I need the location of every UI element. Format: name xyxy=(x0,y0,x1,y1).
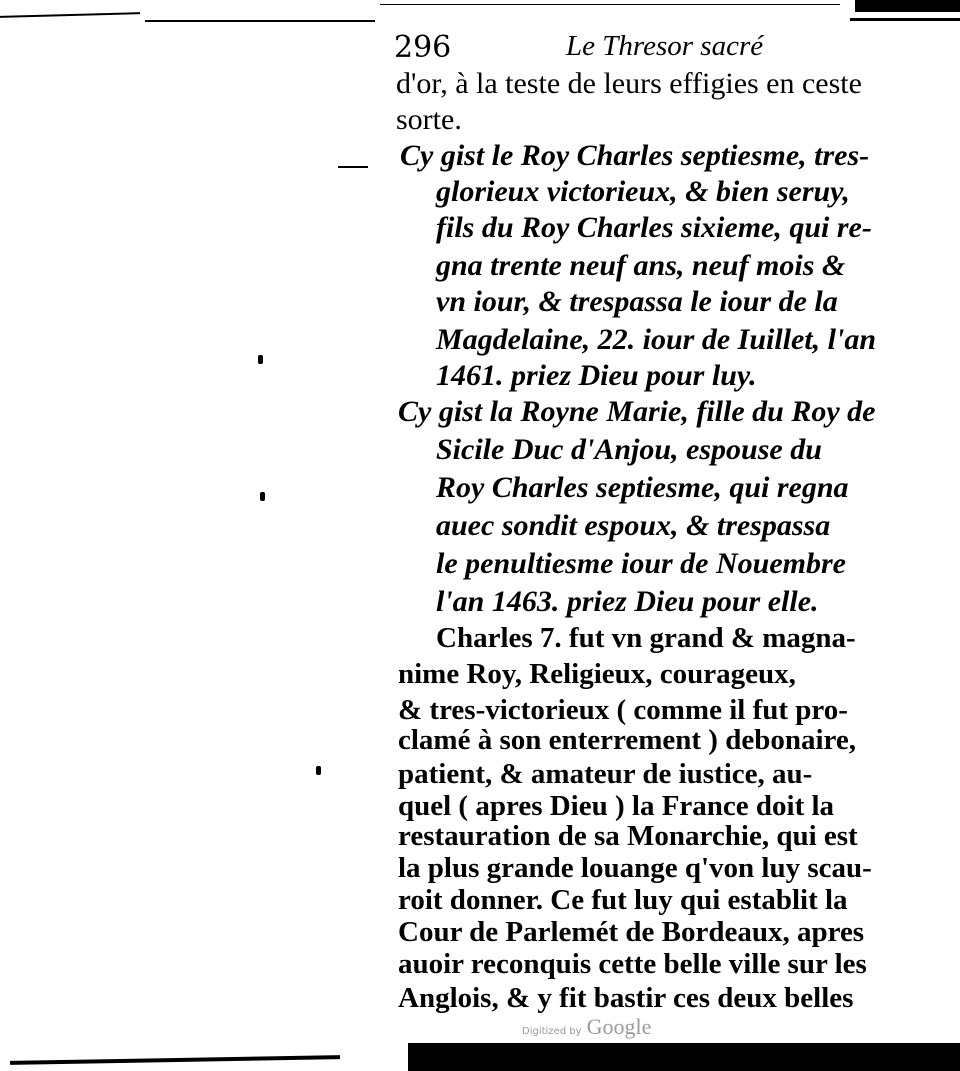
digitized-watermark xyxy=(522,1014,651,1040)
text-line: roit donner. Ce fut luy qui establit la xyxy=(398,884,848,916)
epitaph-line: l'an 1463. priez Dieu pour elle. xyxy=(436,585,819,618)
epitaph-line: fils du Roy Charles sixieme, qui re- xyxy=(436,211,872,244)
scan-speck xyxy=(260,492,265,501)
epitaph-line: auec sondit espoux, & trespassa xyxy=(436,509,831,542)
epitaph-line: Magdelaine, 22. iour de Iuillet, l'an xyxy=(436,323,877,356)
page-number: 296 xyxy=(394,30,452,65)
text-line: restauration de sa Monarchie, qui est xyxy=(398,820,858,852)
text-line: Charles 7. fut vn grand & magna- xyxy=(436,622,856,654)
epitaph-line: Cy gist la Royne Marie, fille du Roy de xyxy=(398,395,876,428)
text-line: & tres-victorieux ( comme il fut pro- xyxy=(398,694,848,726)
scan-edge-bottom xyxy=(408,1043,960,1071)
text-line: patient, & amateur de iustice, au- xyxy=(398,758,813,790)
google-wordmark: Google xyxy=(586,1014,652,1039)
text-line: d'or, à la teste de leurs effigies en ceste xyxy=(396,67,862,100)
text-line: Cour de Parlemét de Bordeaux, apres xyxy=(398,916,865,948)
epitaph-line: Cy gist le Roy Charles septiesme, tres- xyxy=(400,139,870,172)
epitaph-line: glorieux victorieux, & bien seruy, xyxy=(436,175,850,208)
running-title: Le Thresor sacré xyxy=(566,30,764,62)
scan-streak xyxy=(0,12,140,18)
scan-streak xyxy=(850,18,960,21)
epitaph-line: vn iour, & trespassa le iour de la xyxy=(436,285,838,318)
digitized-by-label: Digitized by xyxy=(522,1026,582,1037)
scan-streak xyxy=(145,20,375,22)
text-line: auoir reconquis cette belle ville sur les xyxy=(398,948,867,980)
text-line: quel ( apres Dieu ) la France doit la xyxy=(398,790,835,822)
text-line: Anglois, & y fit bastir ces deux belles xyxy=(398,982,854,1014)
epitaph-line: Roy Charles septiesme, qui regna xyxy=(436,471,849,504)
text-line: clamé à son enterrement ) debonaire, xyxy=(398,724,856,756)
epitaph-line: gna trente neuf ans, neuf mois & xyxy=(436,249,846,282)
epitaph-line: 1461. priez Dieu pour luy. xyxy=(436,359,757,392)
scan-speck xyxy=(316,766,321,775)
scan-edge-top-right xyxy=(855,0,960,12)
text-line: nime Roy, Religieux, courageux, xyxy=(398,658,796,690)
epitaph-line: Sicile Duc d'Anjou, espouse du xyxy=(436,433,822,466)
text-line: la plus grande louange q'von luy scau- xyxy=(398,852,872,884)
epitaph-line: le penultiesme iour de Nouembre xyxy=(436,547,846,580)
scan-streak xyxy=(338,166,368,168)
scan-streak xyxy=(10,1055,340,1065)
text-line: sorte. xyxy=(396,103,462,136)
scan-speck xyxy=(258,355,263,364)
scan-streak xyxy=(380,4,840,5)
page-header xyxy=(394,30,854,70)
